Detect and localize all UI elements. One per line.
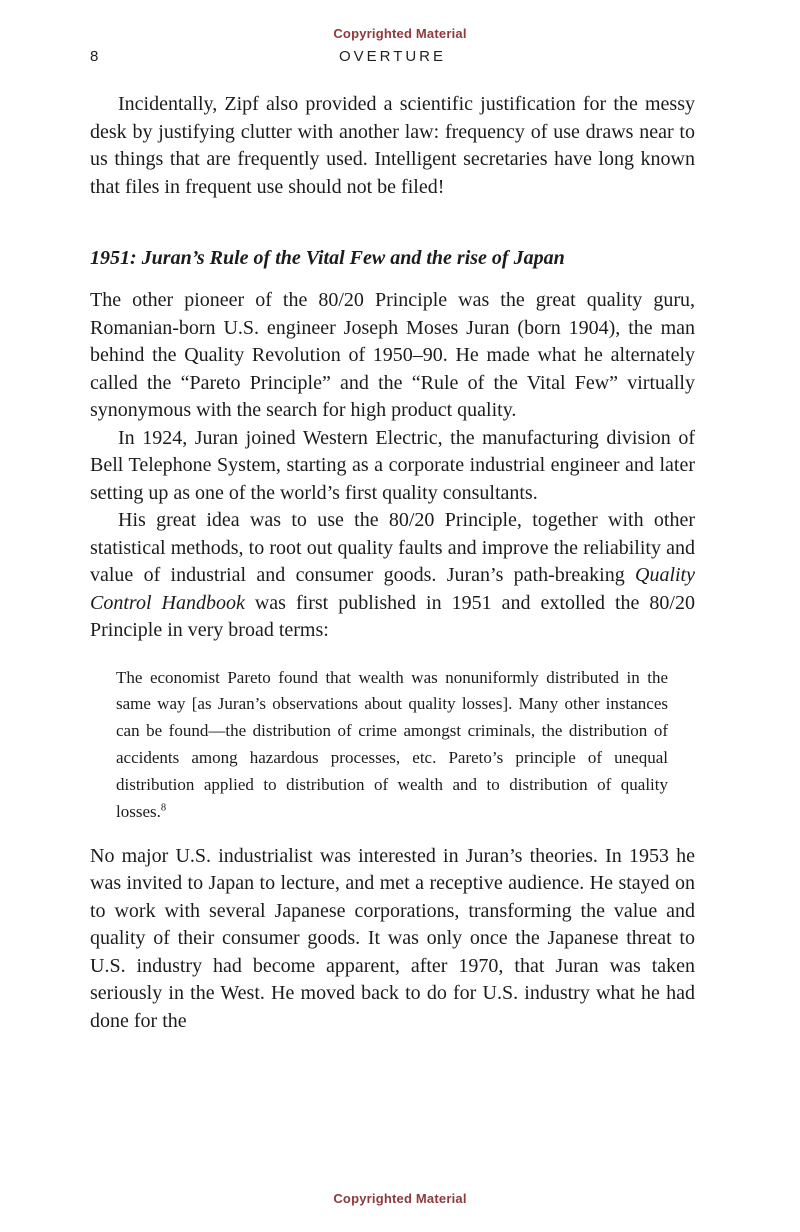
text-column <box>90 48 695 1035</box>
copyright-notice-bottom: Copyrighted Material <box>333 1191 467 1206</box>
paragraph-great-idea: His great idea was to use the 80/20 Principle, together with other statistical methods, to root out quality faults and improve the reliability and value of industrial and consumer goods. Juran’s path-breaking Quality Control Handbook was first published in 1951 and extolled the 80/20 Principle in very broad terms: <box>90 509 695 641</box>
page-header <box>90 48 695 68</box>
block-quote-pareto: The economist Pareto found that wealth was nonuniformly distributed in the same way [as Juran’s observations about quality losses]. Many other instances can be found—the distribution of crime amongst criminals, the distribution of accidents among hazardous processes, etc. Pareto’s principle of unequal distribution applied to distribution of wealth and to distribution of quality losses.$^8$ <box>116 667 668 821</box>
paragraph-juran-intro: The other pioneer of the 80/20 Principle was the great quality guru, Romanian-born U.S. engineer Joseph Moses Juran (born 1904), the man behind the Quality Revolution of 1950–90. He made what he alternately called the “Pareto Principle” and the “Rule of the Vital Few” virtually synonymous with the search for high product quality. <box>90 289 695 421</box>
paragraph-japan: No major U.S. industrialist was interested in Juran’s theories. In 1953 he was invited to Japan to lecture, and met a receptive audience. He stayed on to work with several Japanese corporations, transforming the value and quality of their consumer goods. It was only once the Japanese threat to U.S. industry had become apparent, after 1970, that Juran was taken seriously in the West. He moved back to do for U.S. industry what he had done for the <box>90 844 695 1032</box>
paragraph-zipf: Incidentally, Zipf also provided a scientific justification for the messy desk by justifying clutter with another law: frequency of use draws near to us things that are frequently used. Intelligent secretaries have long known that files in frequent use should not be filed! <box>90 93 695 198</box>
running-header: OVERTURE <box>338 48 447 65</box>
page-number: 8 <box>90 48 99 65</box>
copyright-notice-top: Copyrighted Material <box>333 26 467 41</box>
section-heading: 1951: Juran’s Rule of the Vital Few and the rise of Japan <box>90 247 565 269</box>
paragraph-western-electric: In 1924, Juran joined Western Electric, the manufacturing division of Bell Telephone System, starting as a corporate industrial engineer and later setting up as one of the world’s first quality consultants. <box>90 426 695 504</box>
